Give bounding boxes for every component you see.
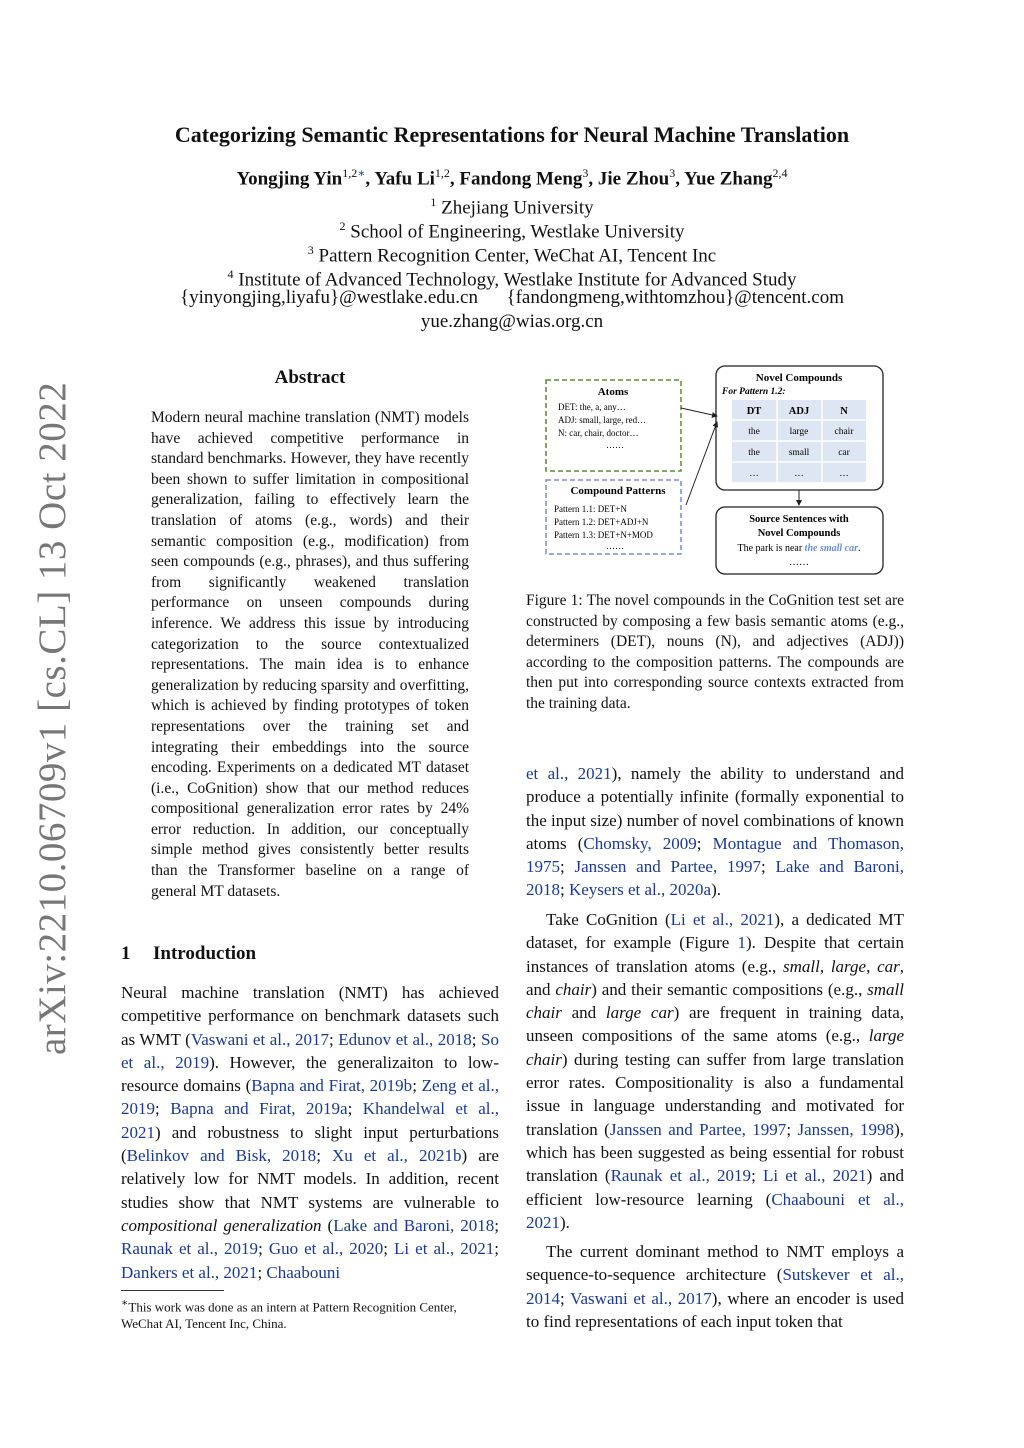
citation-link[interactable]: Chomsky, 2009 <box>583 833 697 853</box>
table-cell: car <box>838 448 850 458</box>
affiliation-1: $^1$ Zhejiang University <box>430 195 594 219</box>
atoms-line: …… <box>606 440 624 450</box>
abstract-heading: Abstract <box>274 367 346 388</box>
table-header: DT <box>746 406 762 417</box>
citation-link[interactable]: Lake and Baroni, 2018 <box>526 857 904 900</box>
citation-link[interactable]: Lake and Baroni, 2018 <box>333 1215 495 1235</box>
figure-caption: Figure 1: The novel compounds in the CoGnition test set are constructed by composing a few basis semantic atoms (e.g., determiners (DET), nouns (N), and adjectives (ADJ)) according to the composition patterns. The compounds are then put into corresponding source contexts extracted from the training data. <box>526 592 904 712</box>
source-title: Novel Compounds <box>757 528 841 539</box>
citation-link[interactable]: Xu et al., 2021b <box>331 1146 462 1166</box>
right-paragraph-3: The current dominant method to NMT employs a sequence-to-sequence architecture (Sutskever et al., 2014; Vaswani et al., 2017), where an encoder is used to find representations of each input token that <box>526 1242 904 1331</box>
paper-title: Categorizing Semantic Representations for Neural Machine Translation <box>174 122 850 147</box>
citation-link[interactable]: Chaabouni et al., 2021 <box>526 1189 904 1232</box>
email-wias: yue.zhang@wias.org.cn <box>420 311 604 332</box>
citation-link[interactable]: Belinkov and Bisk, 2018 <box>126 1146 317 1166</box>
table-cell: … <box>794 469 804 479</box>
table-cell: the <box>748 448 760 458</box>
citation-link[interactable]: Dankers et al., 2021 <box>121 1262 258 1282</box>
citation-link[interactable]: Bapna and Firat, 2019a <box>170 1099 348 1119</box>
intro-paragraph: Neural machine translation (NMT) has achieved competitive performance on benchmark datasets such as WMT (Vaswani et al., 2017; Edunov et al., 2018; So et al., 2019). However, the generalizaiton to low-resource domains (Bapna and Firat, 2019b; Zeng et al., 2019; Bapna and Firat, 2019a; Khandelwal et al., 2021) and robustness to slight input perturbations (Belinkov and Bisk, 2018; Xu et al., 2021b) are relatively low for NMT models. In addition, recent studies show that NMT systems are vulnerable to compositional generalization (Lake and Baroni, 2018; Raunak et al., 2019; Guo et al., 2020; Li et al., 2021; Dankers et al., 2021; Chaabouni <box>121 983 499 1282</box>
right-paragraph-2: Take CoGnition (Li et al., 2021), a dedicated MT dataset, for example (Figure 1). Despite that certain instances of translation atoms (e.g., small, large, car, and chair) and their semantic compositions (e.g., small chair and large car) are frequent in training data, unseen compositions of the same atoms (e.g., large chair) during testing can suffer from large translation error rates. Compositionality is also a fundamental issue in language understanding and motivated for translation (Janssen and Partee, 1997; Janssen, 1998), which has been suggested as being essential for robust translation (Raunak et al., 2019; Li et al., 2021) and efficient low-resource learning (Chaabouni et al., 2021). <box>526 910 905 1232</box>
email-westlake: {yinyongjing,liyafu}@westlake.edu.cn <box>179 287 478 308</box>
patterns-title: Compound Patterns <box>570 485 666 497</box>
citation-link[interactable]: Vaswani et al., 2017 <box>190 1029 330 1049</box>
email-line <box>0 286 1024 310</box>
citation-link[interactable]: Li et al., 2021 <box>762 1166 867 1186</box>
source-title: Source Sentences with <box>749 514 849 525</box>
citation-link[interactable]: Montague and Thomason, 1975 <box>526 833 904 877</box>
author-name: Yue Zhang <box>683 168 773 190</box>
citation-link[interactable]: Raunak et al., 2019 <box>610 1166 752 1186</box>
arxiv-identifier: arXiv:2210.06709v1 [cs.CL] 13 Oct 2022 <box>31 381 74 1055</box>
table-header: ADJ <box>788 406 810 417</box>
affiliation-2: $^2$ School of Engineering, Westlake University <box>339 219 685 243</box>
source-more: …… <box>789 557 809 568</box>
citation-link[interactable]: Li et al., 2021 <box>394 1239 495 1259</box>
author-list: Yongjing Yin$^{1,2∗}$, Yafu Li$^{1,2}$, Fandong Meng$^3$, Jie Zhou$^3$, Yue Zhang$^{2,4}$ <box>236 166 788 190</box>
citation-link[interactable]: 1 <box>737 933 746 953</box>
table-cell: large <box>789 427 809 437</box>
novel-title: Novel Compounds <box>755 372 843 384</box>
pattern-line: Pattern 1.3: DET+N+MOD <box>554 530 653 540</box>
citation-link[interactable]: Janssen and Partee, 1997 <box>609 1119 787 1139</box>
arrow-patterns <box>686 422 717 505</box>
pattern-line: Pattern 1.2: DET+ADJ+N <box>554 517 649 527</box>
section-heading: 1 Introduction <box>121 943 257 964</box>
novel-subtitle: For Pattern 1.2: <box>722 387 786 397</box>
citation-link[interactable]: Chaabouni <box>266 1262 341 1282</box>
table-header: N <box>840 406 848 417</box>
table-cell: the <box>748 427 760 437</box>
affiliation-4: $^4$ Institute of Advanced Technology, Westlake Institute for Advanced Study <box>227 267 797 291</box>
citation-link[interactable]: et al., 2021 <box>526 764 612 783</box>
table-cell: … <box>839 469 849 479</box>
author-name: Jie Zhou <box>597 168 670 190</box>
author-name: Yafu Li <box>374 168 435 190</box>
citation-link[interactable]: Keysers et al., 2020a <box>568 880 712 900</box>
right-paragraph-1: et al., 2021), namely the ability to understand and produce a potentially infinite (formally exponential to the input size) number of novel combinations of known atoms (Chomsky, 2009; Montague and Thomason, 1975; Janssen and Partee, 1997; Lake and Baroni, 2018; Keysers et al., 2020a). <box>526 764 904 900</box>
table-cell: chair <box>834 427 854 437</box>
atoms-title: Atoms <box>597 386 629 398</box>
citation-link[interactable]: Guo et al., 2020 <box>268 1239 384 1259</box>
atoms-line: ADJ: small, large, red… <box>558 415 647 425</box>
source-sentence: The park is near the small car. <box>737 543 861 554</box>
atoms-line: DET: the, a, any… <box>558 402 626 412</box>
citation-link[interactable]: Vaswani et al., 2017 <box>570 1288 712 1308</box>
author-name: Yongjing Yin <box>236 168 343 190</box>
pattern-line: …… <box>606 541 624 551</box>
citation-link[interactable]: Li et al., 2021 <box>670 910 775 929</box>
citation-link[interactable]: So et al., 2019 <box>121 1029 499 1072</box>
table-cell: small <box>788 448 810 458</box>
table-cell: … <box>749 469 759 479</box>
affiliation-3: $^3$ Pattern Recognition Center, WeChat AI, Tencent Inc <box>307 243 717 267</box>
citation-link[interactable]: Janssen, 1998 <box>797 1119 895 1139</box>
citation-link[interactable]: Zeng et al., 2019 <box>121 1076 499 1119</box>
citation-link[interactable]: Sutskever et al., 2014 <box>526 1265 904 1308</box>
abstract-body: Modern neural machine translation (NMT) models have achieved competitive performance in standard benchmarks. However, they have recently been shown to suffer limitation in compositional generalization, failing to effectively learn the translation of atoms (e.g., words) and their semantic composition (e.g., modification) from seen compounds (e.g., phrases), and thus suffering from significantly weakened translation performance on unseen compounds during inference. We address this issue by introducing categorization to the source contextualized representations. The main idea is to enhance generalization by reducing sparsity and overfitting, which is achieved by finding prototypes of token representations over the training set and integrating their embeddings into the source encoding. Experiments on a dedicated MT dataset (i.e., CoGnition) show that our method reduces compositional generalization error rates by 24% error reduction. In addition, our conceptually simple method gives consistently better results than the Transformer baseline on a range of general MT datasets. <box>151 409 469 900</box>
footnote-rule <box>121 1290 224 1291</box>
footnote: ∗This work was done as an intern at Pattern Recognition Center, WeChat AI, Tencent Inc, China. <box>121 1297 457 1332</box>
figure-1 <box>526 360 906 580</box>
atoms-line: N: car, chair, doctor… <box>558 428 639 438</box>
email-tencent: {fandongmeng,withtomzhou}@tencent.com <box>506 287 845 308</box>
citation-link[interactable]: Edunov et al., 2018 <box>338 1029 472 1049</box>
citation-link[interactable]: Khandelwal et al., 2021 <box>121 1099 499 1142</box>
citation-link[interactable]: Bapna and Firat, 2019b <box>251 1076 413 1096</box>
author-name: Fandong Meng <box>459 168 583 190</box>
pattern-line: Pattern 1.1: DET+N <box>554 504 627 514</box>
citation-link[interactable]: Janssen and Partee, 1997 <box>574 857 761 877</box>
citation-link[interactable]: Raunak et al., 2019 <box>121 1239 259 1259</box>
arrow-atoms <box>681 408 717 416</box>
